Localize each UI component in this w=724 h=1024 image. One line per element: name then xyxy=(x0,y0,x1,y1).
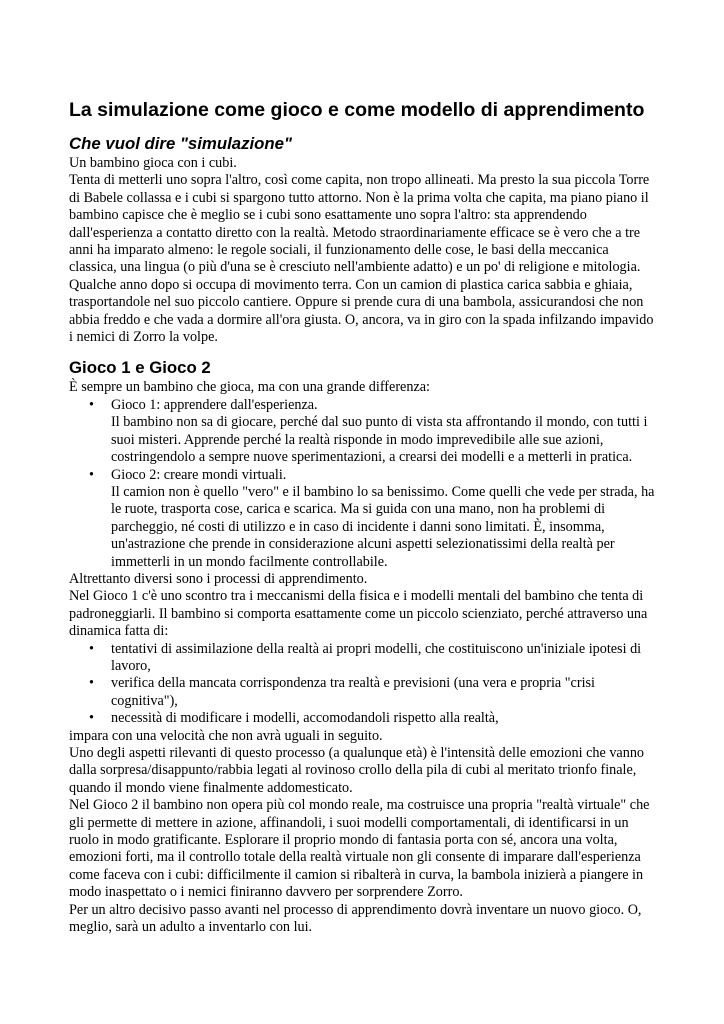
list-item-text: tentativi di assimilazione della realtà ai propri modelli, che costituiscono un'iniziale ipotesi di lavoro, xyxy=(111,640,642,674)
paragraph: Tenta di metterli uno sopra l'altro, così come capita, non tropo allineati. Ma presto la sua piccola Torre di Babele collassa e i cubi si spargono tutto attorno. Non è la prima volta che capita, ma piano piano il bambino capisce che è meglio se i cubi sono esattamente uno sopra l'altro: sta apprendendo dall'esperienza a contatto diretto con la realtà. Metodo straordinariamente efficace se è vero che a tre anni ha imparato almeno: le regole sociali, il funzionamento delle cose, le basi della meccanica classica, una lingua (o più d'una se è cresciuto nell'ambiente adatto) e un po' di religione e mitologia. xyxy=(69,172,650,276)
paragraph: Per un altro decisivo passo avanti nel processo di apprendimento dovrà inventare un nuovo gioco. O, meglio, sarà un adulto a inventarlo con lui. xyxy=(69,901,642,936)
paragraph: Uno degli aspetti rilevanti di questo processo (a qualunque età) è l'intensità delle emozioni che vanno dalla sorpresa/disappunto/rabbia legati al rovinoso crollo della pila di cubi al meritato trionfo finale, quando il mondo viene finalmente addomesticato. xyxy=(69,745,645,796)
section-heading-simulazione: Che vuol dire "simulazione" xyxy=(69,134,292,153)
document-title: La simulazione come gioco e come modello di apprendimento xyxy=(69,99,645,121)
bullet-icon: • xyxy=(89,466,94,483)
list-item xyxy=(69,641,659,676)
bullet-list-dinamica xyxy=(69,641,659,728)
paragraph: Nel Gioco 1 c'è uno scontro tra i meccanismi della fisica e i modelli mentali del bambino che tenta di padroneggiarli. Il bambino si comporta esattamente come un piccolo scienziato, perché attraverso una dinamica fatta di: xyxy=(69,588,648,640)
list-item xyxy=(69,710,659,727)
bullet-icon: • xyxy=(89,640,94,657)
list-item xyxy=(69,467,659,571)
list-item-text: Il camion non è quello "vero" e il bambino lo sa benissimo. Come quelli che vede per strada, ha le ruote, trasporta cose, carica e scarica. Ma si guida con una mano, non ha problemi di parcheggio, né costi di utilizzo e in caso di incidente i danni sono limitati. È, insomma, un'astrazione che prende in considerazione alcuni aspetti selezionatissimi della realtà per immetterli in un mondo facilmente controllabile. xyxy=(111,483,655,570)
paragraph: impara con una velocità che non avrà uguali in seguito. xyxy=(69,727,383,744)
paragraph: Altrettanto diversi sono i processi di apprendimento. xyxy=(69,570,368,587)
list-item xyxy=(69,675,659,710)
document-page xyxy=(69,98,659,936)
paragraph: Nel Gioco 2 il bambino non opera più col mondo reale, ma costruisce una propria "realtà virtuale" che gli permette di mettere in azione, affinandoli, i suoi modelli comportamentali, di identificarsi in un ruolo in modo gratificante. Esplorare il proprio mondo di fantasia porta con sé, ancora una volta, emozioni forti, ma il controllo totale della realtà virtuale non gli consente di imparare dall'esperienza come faceva con i cubi: difficilmente il camion si ribalterà in curva, la bambola inizierà a piangere in modo inaspettato o i nemici finiranno davvero per sorprendere Zorro. xyxy=(69,797,650,901)
section-heading-gioco: Gioco 1 e Gioco 2 xyxy=(69,358,211,378)
paragraph: È sempre un bambino che gioca, ma con una grande differenza: xyxy=(69,379,430,396)
list-item-label: Gioco 1: apprendere dall'esperienza. xyxy=(111,396,318,413)
paragraph: Un bambino gioca con i cubi. xyxy=(69,155,237,171)
list-item-text: Il bambino non sa di giocare, perché dal suo punto di vista sta affrontando il mondo, con tutti i suoi misteri. Apprende perché la realtà risponde in modo imprevedibile alle sue azioni, costringendolo a sempre nuove sperimentazioni, a crearsi dei modelli e a metterli in pratica. xyxy=(111,414,648,466)
bullet-list-giochi xyxy=(69,397,659,571)
list-item-text: necessità di modificare i modelli, accomodandoli rispetto alla realtà, xyxy=(111,710,499,727)
bullet-icon: • xyxy=(89,396,94,413)
bullet-icon: • xyxy=(89,710,94,727)
list-item-text: verifica della mancata corrispondenza tra realtà e previsioni (una vera e propria "crisi cognitiva"), xyxy=(111,675,595,709)
list-item-label: Gioco 2: creare mondi virtuali. xyxy=(111,466,287,483)
list-item xyxy=(69,397,659,467)
paragraph: Qualche anno dopo si occupa di movimento terra. Con un camion di plastica carica sabbia e ghiaia, trasportandole nel suo piccolo cantiere. Oppure si prende cura di una bambola, assicurandosi che non abbia freddo e che vada a dormire all'ora giusta. O, ancora, va in giro con la spada infilzando impavido i nemici di Zorro la volpe. xyxy=(69,276,654,346)
bullet-icon: • xyxy=(89,675,94,692)
